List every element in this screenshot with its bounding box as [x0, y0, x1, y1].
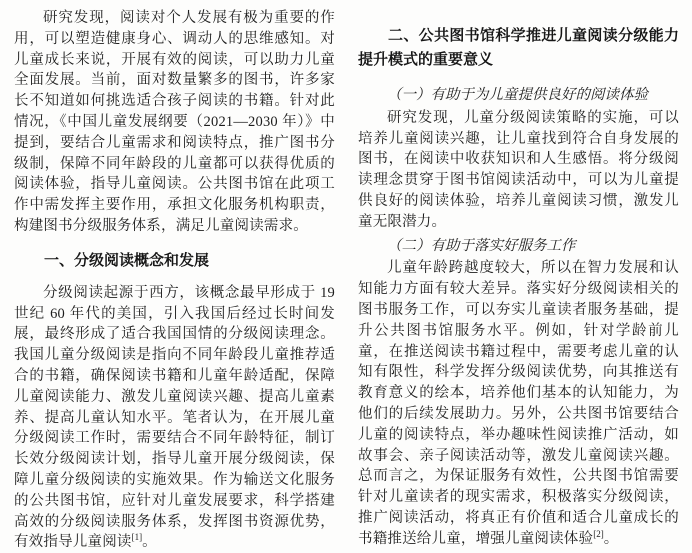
- subsection-1-paragraph: 研究发现，儿童分级阅读策略的实施，可以培养儿童阅读兴趣，让儿童找到符合自身发展的图书，在阅读中收获知识和人生感悟。将分级阅读理念贯穿于图书馆阅读活动中，可以为儿童提供良好的阅读体验，培养儿童阅读习惯，激发儿童无限潜力。: [358, 109, 679, 230]
- section-1-paragraph: [14, 283, 335, 553]
- section-1-paragraph-end: 。: [142, 534, 157, 551]
- right-column: [358, 8, 679, 547]
- section-1-heading: 一、分级阅读概念和发展: [44, 251, 210, 269]
- section-2-heading: 二、公共图书馆科学推进儿童阅读分级能力提升模式的重要意义: [358, 27, 679, 68]
- citation-marker-1: [1]: [131, 532, 143, 543]
- subsection-2-paragraph-text: 儿童年龄跨越度较大，所以在智力发展和认知能力方面有较大差异。落实好分级阅读相关的图书服务工作，可以夯实儿童读者服务基础，提升公共图书馆服务水平。例如，针对学龄前儿童，在推送阅读书籍过程中，需要考虑儿童的认知有限性，科学发挥分级阅读优势，向其推送有教育意义的绘本，培养他们基本的认知能力，为他们的后续发展助力。另外，公共图书馆要结合儿童的阅读特点，举办趣味性阅读推广活动，如故事会、亲子阅读活动等，激发儿童阅读兴趣。总而言之，为保证服务有效性，公共图书馆需要针对儿童读者的现实需求，积极落实分级阅读，推广阅读活动，将真正有价值和适合儿童成长的书籍推送给儿童，增强儿童阅读体验: [358, 260, 679, 547]
- subsection-2-paragraph-end: 。: [603, 530, 619, 547]
- subsection-2-paragraph: [358, 258, 679, 549]
- left-column: [14, 8, 335, 551]
- subsection-2-heading: （二）有助于落实好服务工作: [387, 237, 576, 254]
- citation-marker-2: [2]: [593, 528, 604, 539]
- intro-paragraph: 研究发现，阅读对个人发展有极为重要的作用，可以塑造健康身心、调动人的思维感知。对儿童成长来说，开展有效的阅读，可以助力儿童全面发展。当前，面对数量繁多的图书，许多家长不知道如何挑选适合孩子阅读的书籍。针对此情况，《中国儿童发展纲要（2021—2030 年）》中提到，要结合儿童需求和阅读特点，推广图书分级制，保障不同年龄段的儿童都可以获得优质的阅读体验，指导儿童阅读。公共图书馆在此项工作中需发挥主要作用，承担文化服务机构职责，构建图书分级服务体系，满足儿童阅读需求。: [14, 10, 335, 234]
- subsection-1-heading: （一）有助于为儿童提供良好的阅读体验: [387, 87, 648, 103]
- section-1-paragraph-text: 分级阅读起源于西方，该概念最早形成于 19 世纪 60 年代的美国，引入我国后经过长时间发展，最终形成了适合我国国情的分级阅读理念。我国儿童分级阅读是指向不同年龄段儿童推荐适合的书籍，确保阅读书籍和儿童年龄适配，保障儿童阅读能力、激发儿童阅读兴趣、提高儿童素养、提高儿童认知水平。笔者认为，在开展儿童分级阅读工作时，需要结合不同年龄特征，制订长效分级阅读计划，指导儿童开展分级阅读，保障儿童分级阅读的实施效果。作为输送文化服务的公共图书馆，应针对儿童发展要求，科学搭建高效的分级阅读服务体系，发挥图书资源优势，有效指导儿童阅读: [14, 284, 335, 551]
